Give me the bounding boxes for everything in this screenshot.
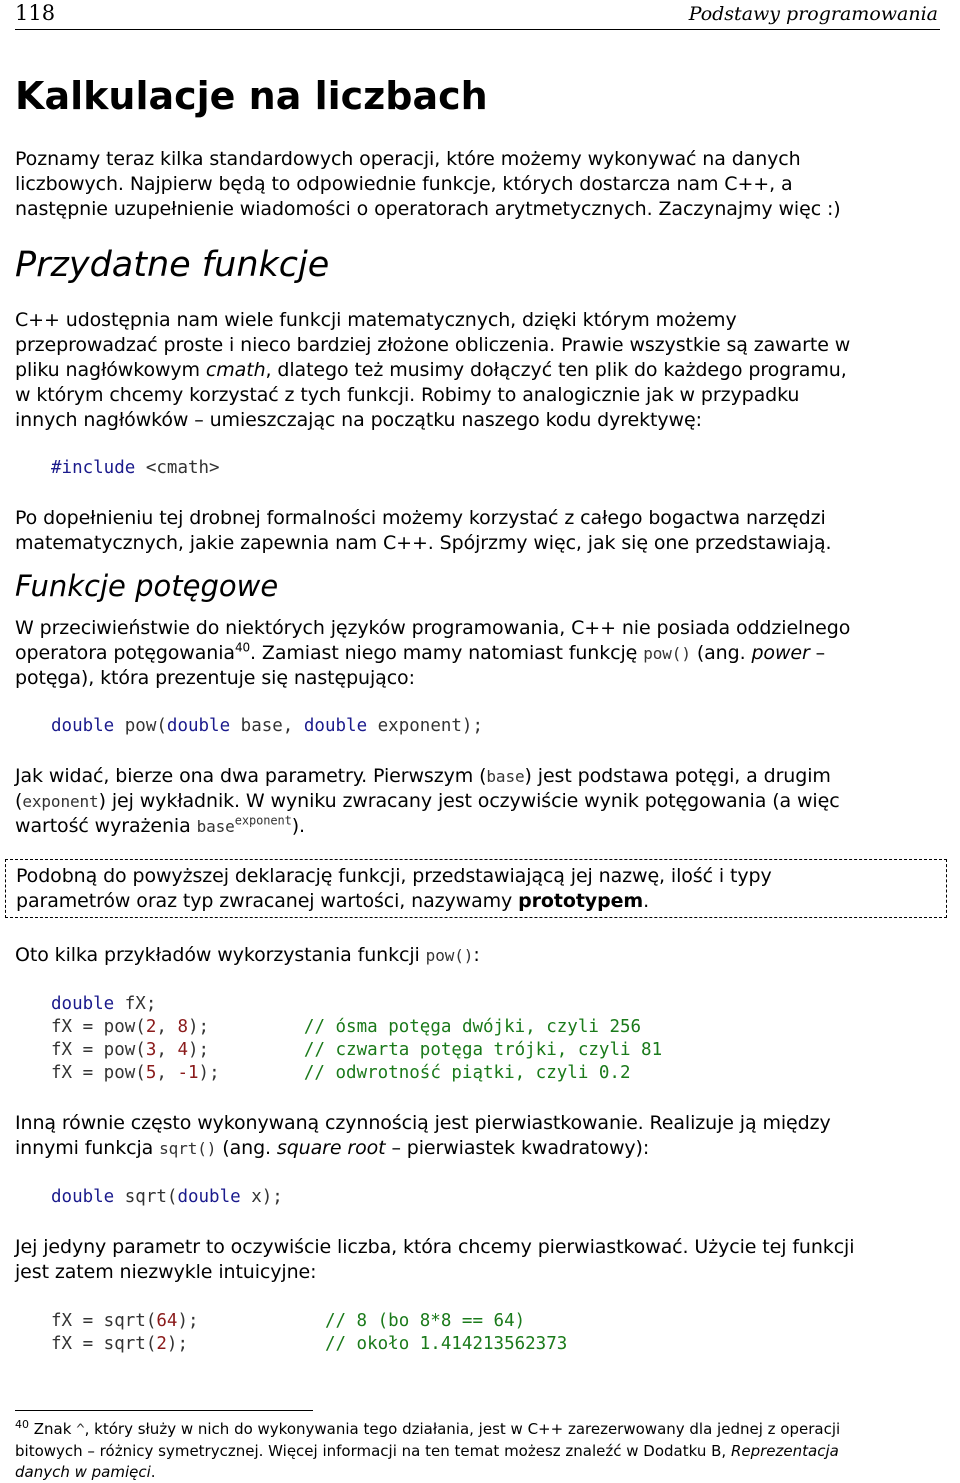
code-text: ); bbox=[198, 1063, 304, 1083]
pow-prototype-code bbox=[15, 715, 945, 738]
code-text: sqrt( bbox=[114, 1187, 178, 1207]
code-text: ); bbox=[177, 1311, 325, 1331]
text-run: Znak bbox=[29, 1420, 77, 1438]
text-run: ) jest podstawa potęgi, a drugim ( bbox=[15, 765, 831, 812]
code-comment: // czwarta potęga trójki, czyli 81 bbox=[303, 1040, 663, 1060]
code-number: 2 bbox=[145, 1017, 157, 1037]
code-keyword: double bbox=[177, 1187, 241, 1207]
footnote-ref: 40 bbox=[234, 640, 251, 655]
code-number: 3 bbox=[145, 1040, 157, 1060]
code-number: 4 bbox=[177, 1040, 188, 1060]
text-run: Jak widać, bierze ona dwa parametry. Pierwszym ( bbox=[15, 765, 487, 787]
text-run: Podobną do powyższej deklarację funkcji, przedstawiającą jej nazwę, ilość i typy parametrów oraz typ zwracanej wartości, nazywamy bbox=[16, 865, 772, 912]
sqrt-prototype-code bbox=[15, 1186, 945, 1209]
code-text: , bbox=[156, 1040, 178, 1060]
code-text: ); bbox=[188, 1040, 304, 1060]
text-run: C++ udostępnia nam wiele funkcji matematycznych, dzięki którym możemy przeprowadzać proste i nieco bardziej złożone obliczenia. Prawie wszystkie są zawarte w pliku nagłówkowym bbox=[15, 309, 851, 381]
prototype-term: prototypem bbox=[518, 890, 644, 912]
code-text: fX = sqrt( bbox=[51, 1334, 157, 1354]
pow-params-paragraph bbox=[15, 764, 945, 839]
inline-code-sqrt: sqrt() bbox=[159, 1139, 217, 1158]
text-run: . Zamiast niego mamy natomiast funkcję bbox=[250, 642, 644, 664]
code-comment: // 8 (bo 8*8 == 64) bbox=[324, 1311, 526, 1331]
chapter-title: Kalkulacje na liczbach bbox=[15, 74, 488, 118]
section-paragraph-2: Po dopełnieniu tej drobnej formalności możemy korzystać z całego bogactwa narzędzi matematycznych, jakie zapewnia nam C++. Spójrzmy więc, jak się one przedstawiają. bbox=[15, 507, 832, 554]
code-keyword: double bbox=[51, 1187, 115, 1207]
code-comment: // ósma potęga dwójki, czyli 256 bbox=[303, 1017, 642, 1037]
examples-intro bbox=[15, 943, 945, 968]
pow-examples-code bbox=[15, 993, 945, 1085]
inline-code-exponent: exponent bbox=[22, 792, 99, 811]
inline-code-exponent-sup: exponent bbox=[234, 813, 292, 828]
pow-intro-paragraph bbox=[15, 616, 945, 691]
code-text: exponent); bbox=[367, 716, 484, 736]
footnote bbox=[15, 1419, 940, 1483]
code-number: -1 bbox=[177, 1063, 199, 1083]
code-text: base, bbox=[230, 716, 304, 736]
text-run: – pierwiastek kwadratowy): bbox=[385, 1137, 650, 1159]
code-text: ); bbox=[188, 1017, 304, 1037]
book-title: Podstawy programowania bbox=[688, 3, 938, 25]
code-number: 8 bbox=[177, 1017, 188, 1037]
code-keyword: double bbox=[51, 994, 115, 1014]
code-comment: // około 1.414213562373 bbox=[324, 1334, 568, 1354]
section-paragraph-1 bbox=[15, 308, 945, 433]
code-text: , bbox=[156, 1063, 178, 1083]
footnote-number: 40 bbox=[15, 1418, 29, 1431]
code-comment: // odwrotność piątki, czyli 0.2 bbox=[303, 1063, 631, 1083]
text-run: Inną równie często wykonywaną czynnością jest pierwiastkowanie. Realizuje ją między innymi funkcja bbox=[15, 1112, 831, 1159]
sqrt-paragraph bbox=[15, 1111, 945, 1161]
code-number: 5 bbox=[145, 1063, 157, 1083]
square-root-term: square root bbox=[276, 1137, 386, 1159]
text-run: : bbox=[473, 944, 480, 966]
sqrt-examples-code bbox=[15, 1310, 945, 1356]
code-keyword: double bbox=[166, 716, 231, 736]
text-run: – potęga), która prezentuje się następująco: bbox=[15, 642, 826, 689]
code-text: ); bbox=[166, 1334, 325, 1354]
code-text: fX = pow( bbox=[51, 1040, 146, 1060]
intro-paragraph: Poznamy teraz kilka standardowych operacji, które możemy wykonywać na danych liczbowych. Najpierw będą to odpowiednie funkcje, których dostarcza nam C++, a następnie uzupełnienie wiadomości o operatorach arytmetycznych. Zaczynajmy więc :) bbox=[15, 148, 841, 220]
appendix-reference: Reprezentacja danych w pamięci bbox=[15, 1442, 839, 1481]
include-keyword: #include bbox=[51, 458, 136, 478]
text-run: . bbox=[150, 1463, 156, 1481]
text-run: ) jej wykładnik. W wyniku zwracany jest oczywiście wynik potęgowania (a więc wartość wyrażenia bbox=[15, 790, 840, 837]
code-text: x); bbox=[240, 1187, 283, 1207]
cmath-term: cmath bbox=[205, 359, 266, 381]
page-number: 118 bbox=[15, 1, 56, 25]
include-code bbox=[15, 457, 945, 480]
inline-code-base: base bbox=[196, 817, 235, 836]
inline-code-base: base bbox=[486, 767, 525, 786]
text-run: (ang. bbox=[690, 642, 752, 664]
code-keyword: double bbox=[51, 716, 115, 736]
main-content bbox=[15, 72, 945, 1356]
text-run: , dlatego też musimy dołączyć ten plik do każdego programu, w którym chcemy korzystać z tych funkcji. Robimy to analogicznie jak w przypadku innych nagłówków – umieszczając na początku naszego kodu dyrektywę: bbox=[15, 359, 847, 431]
running-header bbox=[15, 0, 940, 30]
definition-note-box bbox=[5, 859, 947, 918]
subsection-title: Funkcje potęgowe bbox=[15, 569, 279, 603]
text-run: , który służy w nich do wykonywania tego działania, jest w C++ zarezerwowany dla jednej z operacji bitowych – różnicy symetrycznej. Więcej informacji na ten temat możesz znaleźć w Dodatku B, bbox=[15, 1420, 841, 1460]
section-title: Przydatne funkcje bbox=[15, 245, 330, 285]
caret-symbol: ^ bbox=[76, 1422, 85, 1438]
code-text: fX = pow( bbox=[51, 1063, 146, 1083]
text-run: ). bbox=[291, 815, 305, 837]
text-run: (ang. bbox=[216, 1137, 277, 1159]
text-run: . bbox=[643, 890, 650, 912]
text-run: Oto kilka przykładów wykorzystania funkcji bbox=[15, 944, 426, 966]
inline-code-pow: pow() bbox=[425, 946, 474, 965]
code-keyword: double bbox=[303, 716, 368, 736]
code-text: fX = pow( bbox=[51, 1017, 146, 1037]
inline-code-pow: pow() bbox=[643, 644, 691, 663]
sqrt-usage-paragraph: Jej jedyny parametr to oczywiście liczba, która chcemy pierwiastkować. Użycie tej funkcji jest zatem niezwykle intuicyjne: bbox=[15, 1236, 855, 1283]
code-number: 64 bbox=[156, 1311, 178, 1331]
code-text: pow( bbox=[114, 716, 167, 736]
power-term: power bbox=[751, 642, 810, 664]
definition-note bbox=[6, 864, 946, 914]
code-number: 2 bbox=[156, 1334, 167, 1354]
include-argument: <cmath> bbox=[135, 458, 220, 478]
footnote-rule bbox=[15, 1410, 313, 1411]
code-text: fX = sqrt( bbox=[51, 1311, 157, 1331]
code-text: , bbox=[156, 1017, 178, 1037]
code-text: fX; bbox=[114, 994, 157, 1014]
text-run: W przeciwieństwie do niektórych języków programowania, C++ nie posiada oddzielnego operatora potęgowania bbox=[15, 617, 851, 664]
